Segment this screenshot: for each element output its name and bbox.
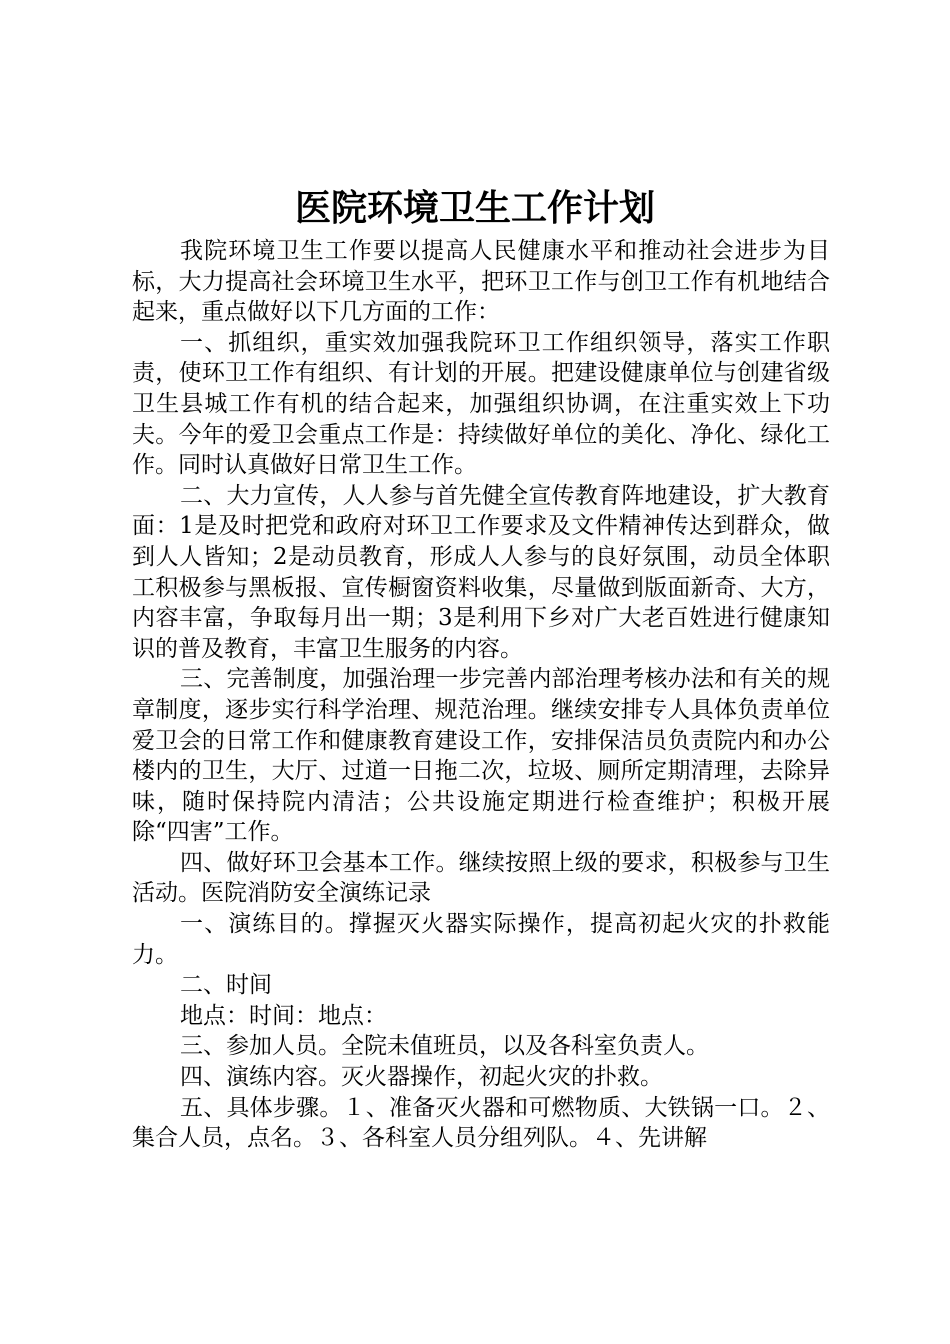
- paragraph-drill-purpose: 一、演练目的。撑握灭火器实际操作，提高初起火灾的扑救能力。: [132, 911, 830, 968]
- paragraph-drill-time: 二、时间: [180, 972, 272, 999]
- paragraph-basic-work: 四、做好环卫会基本工作。继续按照上级的要求，积极参与卫生活动。医院消防安全演练记录: [132, 849, 830, 907]
- paragraph-publicity: 二、大力宣传，人人参与首先健全宣传教育阵地建设，扩大教育面：1是及时把党和政府对环卫工作要求及文件精神传达到群众，做到人人皆知；2是动员教育，形成人人参与的良好氛围，动员全体职工积极参与黑板报、宣传橱窗资料收集，尽量做到版面新奇、大方，内容丰富，争取每月出一期；3是利用下乡对广大老百姓进行健康知识的普及教育，丰富卫生服务的内容。: [132, 482, 830, 662]
- paragraph-system: 三、完善制度，加强治理一步完善内部治理考核办法和有关的规章制度，逐步实行科学治理、规范治理。继续安排专人具体负责单位爱卫会的日常工作和健康教育建设工作，安排保洁员负责院内和办公楼内的卫生，大厅、过道一日拖二次，垃圾、厕所定期清理，去除异味，随时保持院内清洁；公共设施定期进行检查维护；积极开展除“四害”工作。: [132, 666, 830, 846]
- paragraph-intro: 我院环境卫生工作要以提高人民健康水平和推动社会进步为目标，大力提高社会环境卫生水平，把环卫工作与创卫工作有机地结合起来，重点做好以下几方面的工作：: [132, 238, 830, 326]
- paragraph-drill-steps: 五、具体步骤。１、准备灭火器和可燃物质、大铁锅一口。２、集合人员，点名。３、各科室人员分组列队。４、先讲解: [132, 1094, 830, 1152]
- paragraph-drill-content: 四、演练内容。灭火器操作，初起火灾的扑救。: [180, 1064, 663, 1091]
- paragraph-drill-participants: 三、参加人员。全院未值班员，以及各科室负责人。: [180, 1033, 709, 1060]
- document-title: 医院环境卫生工作计划: [294, 187, 655, 229]
- paragraph-drill-place: 地点：时间：地点：: [180, 1002, 387, 1029]
- paragraph-organization: 一、抓组织，重实效加强我院环卫工作组织领导，落实工作职责，使环卫工作有组织、有计划的开展。把建设健康单位与创建省级卫生县城工作有机的结合起来，加强组织协调，在注重实效上下功夫。今年的爱卫会重点工作是：持续做好单位的美化、净化、绿化工作。同时认真做好日常卫生工作。: [132, 329, 830, 479]
- document-body: [132, 236, 830, 1154]
